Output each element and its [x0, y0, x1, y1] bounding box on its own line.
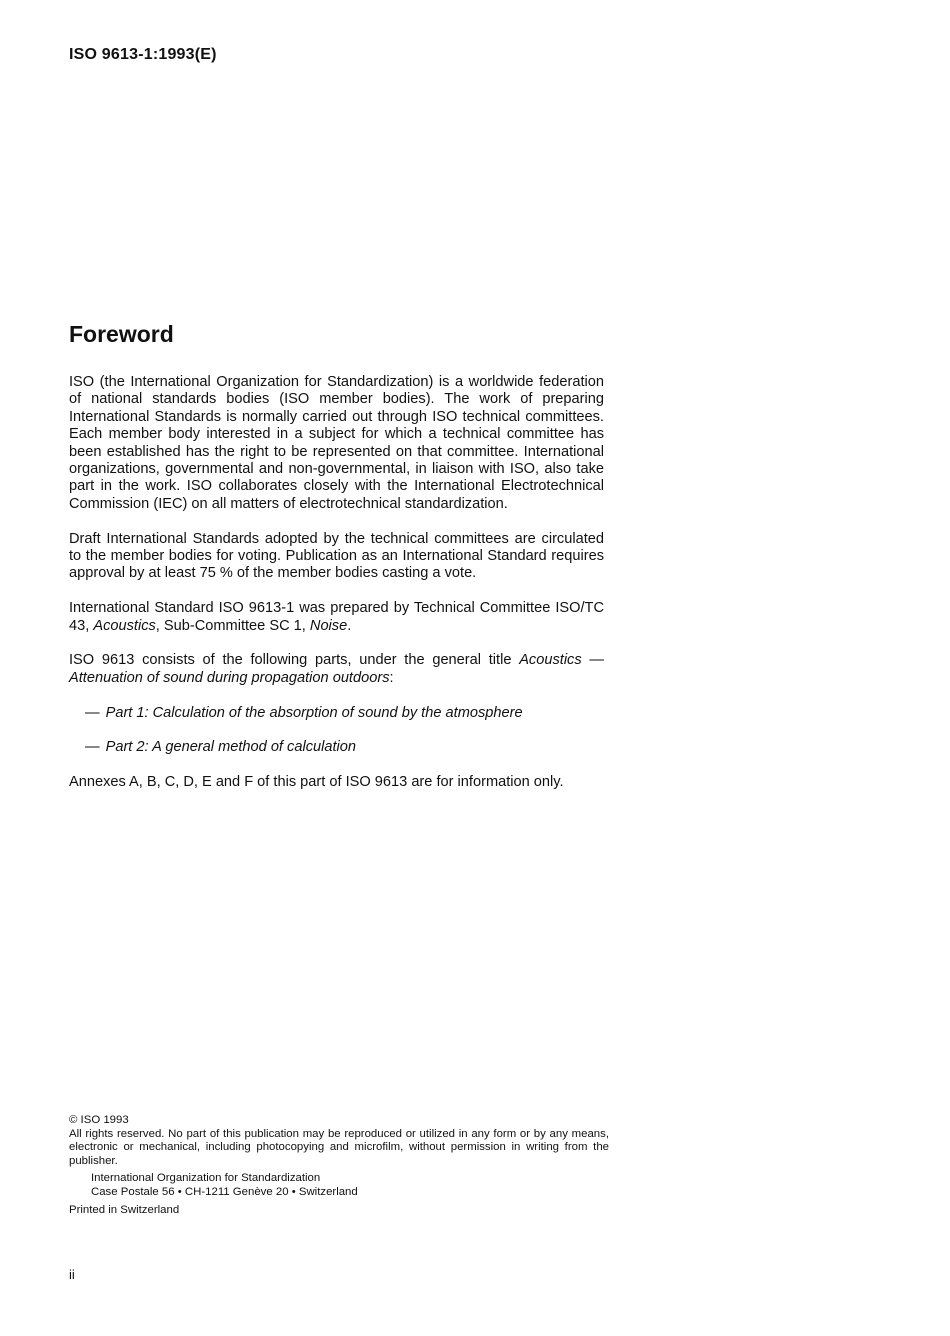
dash-marker: — — [85, 739, 100, 756]
foreword-paragraph-3 — [69, 600, 604, 635]
org-name: International Organization for Standardization — [91, 1172, 321, 1185]
foreword-paragraph-5: Annexes A, B, C, D, E and F of this part of ISO 9613 are for information only. — [69, 774, 564, 791]
paragraph-3-text-3: . — [347, 617, 352, 634]
page-number: ii — [69, 1267, 75, 1282]
part-1-label: Part 1: Calculation of the absorption of sound by the atmosphere — [105, 704, 523, 721]
org-address: Case Postale 56 • CH-1211 Genève 20 • Switzerland — [91, 1185, 358, 1198]
committee-name: Acoustics — [93, 617, 156, 634]
paragraph-4-text-2: : — [389, 669, 394, 686]
foreword-paragraph-2: Draft International Standards adopted by the technical committees are circulated to the member bodies for voting. Publication as an International Standard requires approval by at least 75 % of the member bodies casting a vote. — [69, 530, 604, 582]
dash-marker: — — [85, 704, 100, 721]
paragraph-4-text-1: ISO 9613 consists of the following parts, under the general title — [69, 652, 520, 669]
publisher-address — [91, 1172, 609, 1199]
printed-in: Printed in Switzerland — [69, 1203, 180, 1216]
foreword-paragraph-1: ISO (the International Organization for Standardization) is a worldwide federation of national standards bodies (ISO member bodies). The work of preparing International Standards is normally carried out through ISO technical committees. Each member body interested in a subject for which a technical committee has been established has the right to be represented on that committee. International organizations, governmental and non-governmental, in liaison with ISO, also take part in the work. ISO collaborates closely with the International Electrotechnical Commission (IEC) on all matters of electrotechnical standardization. — [69, 374, 604, 512]
foreword-paragraph-4 — [69, 652, 604, 687]
list-item-part-1 — [69, 705, 604, 722]
rights-statement: All rights reserved. No part of this publication may be reproduced or utilized in any form or by any means, electronic or mechanical, including photocopying and microfilm, without permission in writing from the publisher. — [69, 1127, 609, 1167]
document-id: ISO 9613-1:1993(E) — [69, 46, 217, 63]
subcommittee-name: Noise — [309, 617, 348, 634]
general-title: Acoustics — Attenuation of sound during propagation outdoors — [69, 652, 604, 686]
paragraph-3-text-2: , Sub-Committee SC 1, — [155, 617, 310, 634]
list-item-part-2 — [69, 739, 604, 756]
copyright-footer — [69, 1114, 609, 1217]
copyright-line: © ISO 1993 — [69, 1114, 129, 1126]
foreword-body — [69, 374, 604, 809]
part-2-label: Part 2: A general method of calculation — [105, 739, 356, 756]
paragraph-3-text-1: International Standard ISO 9613-1 was prepared by Technical Committee ISO/TC 43, — [69, 600, 604, 634]
foreword-heading: Foreword — [69, 321, 174, 347]
